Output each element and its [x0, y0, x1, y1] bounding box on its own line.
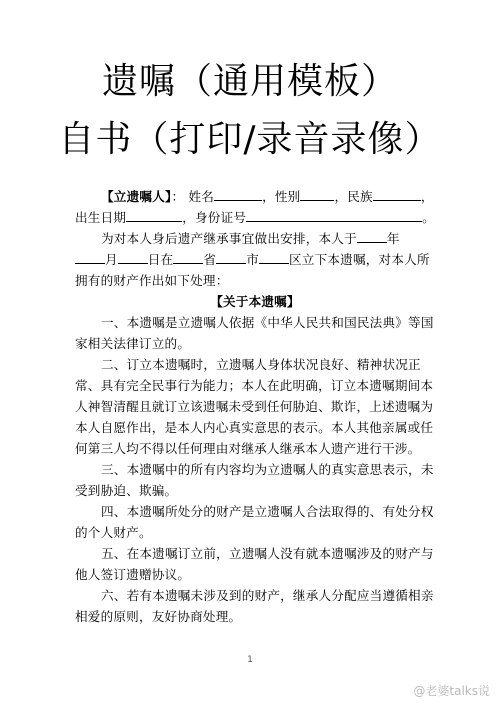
city-blank[interactable]	[216, 251, 246, 264]
clause-3: 三、本遗嘱中的所有内容均为立遗嘱人的真实意思表示，未受到胁迫、欺骗。	[75, 462, 434, 498]
month-value-blank[interactable]	[75, 251, 105, 264]
testator-colon: ：	[171, 189, 185, 204]
ethnicity-label: 民族	[347, 189, 373, 204]
ethnicity-blank[interactable]	[373, 188, 421, 201]
district-blank[interactable]	[259, 251, 289, 264]
id-blank[interactable]	[246, 209, 422, 222]
document-title-line-2: 自书（打印/录音录像）	[58, 119, 442, 160]
name-label: 姓名	[188, 189, 215, 204]
testator-label: 【立遗嘱人】	[101, 189, 172, 204]
section-heading: 【关于本遗嘱】	[210, 294, 300, 309]
month-label: 月	[105, 252, 118, 267]
intro-paragraph	[75, 228, 435, 291]
clause-4: 四、本遗嘱所处分的财产是立遗嘱人合法取得的、有处分权的个人财产。	[75, 504, 434, 540]
city-label: 市	[246, 252, 259, 267]
testator-info-line-2: 出生日期 ，身份证号 。	[75, 210, 435, 225]
day-label: 日在	[147, 252, 174, 267]
clause-2: 二、订立本遗嘱时，立遗嘱人身体状况良好、精神状况正常、具有完全民事行为能力；本人在此明确，订立本遗嘱期间本人神智清醒且就订立该遗嘱未受到任何胁迫、欺诈，上述遗嘱为本人自愿作出，是本人内心真实意思的表示。本人其他亲属或任何第三人均不得以任何理由对继承人继承本人遗产进行干涉。	[75, 357, 434, 456]
intro-text-2: 区立下本遗嘱，对本人所拥有的财产作出如下处理：	[75, 252, 430, 288]
province-blank[interactable]	[173, 251, 203, 264]
page-number: 1	[247, 655, 253, 665]
birth-blank[interactable]	[126, 209, 182, 222]
year-blank[interactable]	[357, 230, 387, 243]
clause-6: 六、若有本遗嘱未涉及到的财产，继承人分配应当遵循相亲相爱的原则，友好协商处理。	[75, 588, 434, 624]
clause-5: 五、在本遗嘱订立前，立遗嘱人没有就本遗嘱涉及的财产与他人签订遗赠协议。	[75, 546, 434, 582]
birth-label: 出生日期	[75, 210, 127, 225]
intro-text-1: 为对本人身后遗产继承事宜做出安排，本人于	[101, 231, 357, 246]
watermark: @老婆talks说	[413, 684, 490, 698]
document-title-line-1: 遗嘱（通用模板）	[101, 61, 398, 102]
province-label: 省	[203, 252, 217, 267]
name-blank[interactable]	[214, 188, 262, 201]
day-blank[interactable]	[118, 251, 148, 264]
clause-1: 一、本遗嘱是立遗嘱人依据《中华人民共和国民法典》等国家相关法律订立的。	[75, 315, 434, 351]
sex-label: 性别	[274, 189, 301, 204]
year-label: 年	[386, 231, 400, 246]
sex-blank[interactable]	[300, 188, 334, 201]
testator-info-line-1: 【立遗嘱人】： 姓名 ，性别 ，民族 ，	[101, 189, 434, 204]
id-label: 身份证号	[194, 210, 247, 225]
